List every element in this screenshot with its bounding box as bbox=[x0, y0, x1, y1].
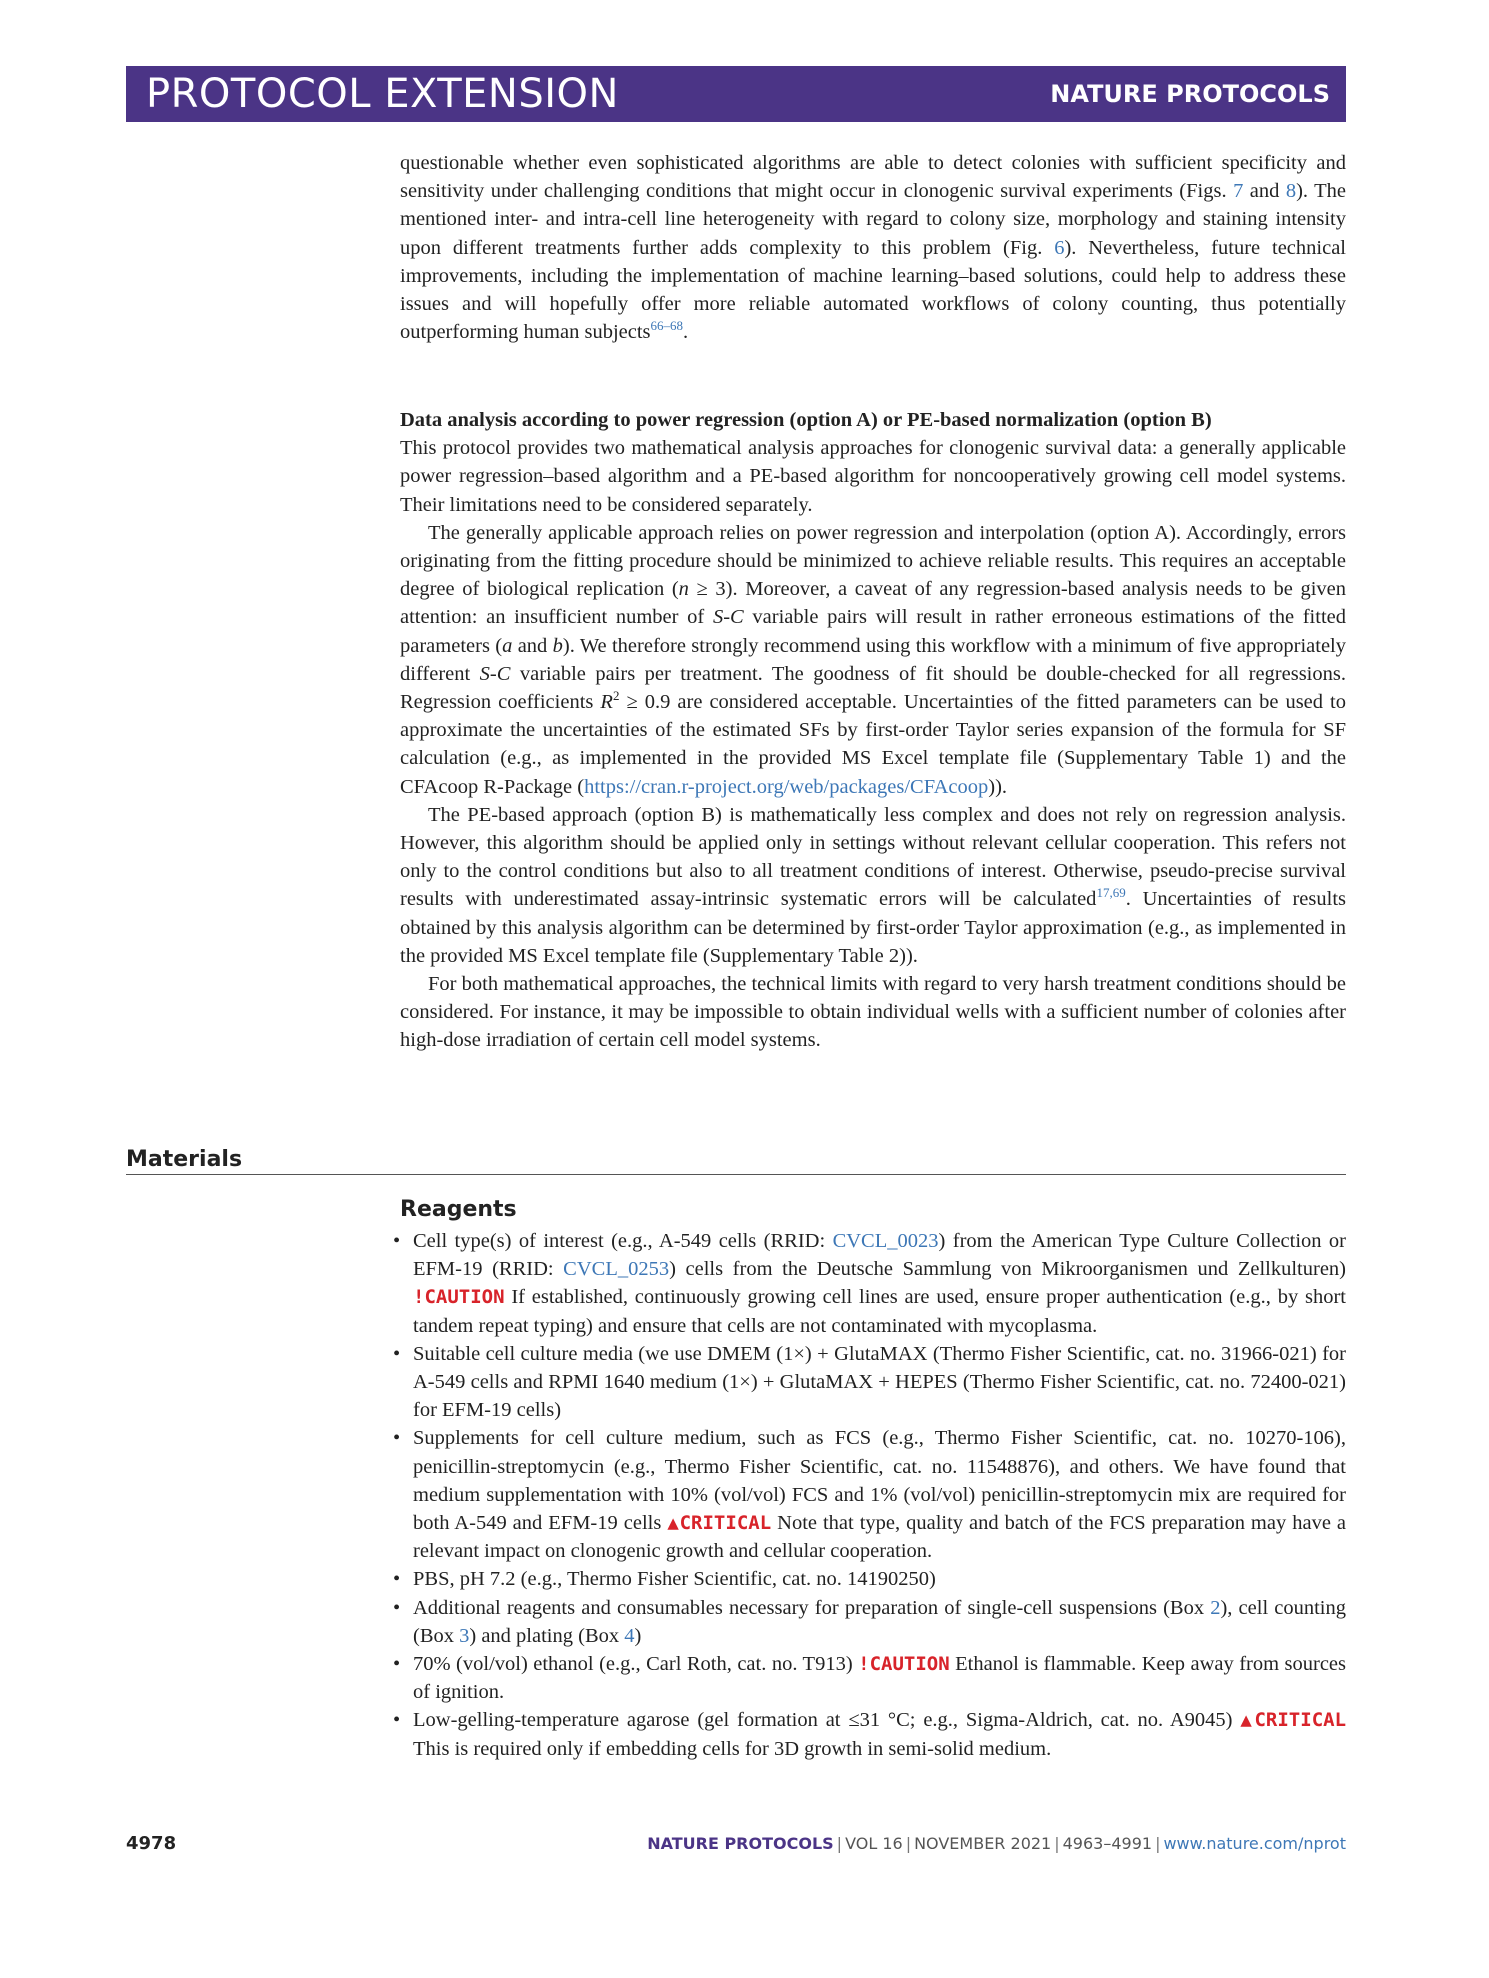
section-banner bbox=[126, 66, 1346, 122]
citation-17-69[interactable]: 17,69 bbox=[1096, 885, 1126, 901]
critical-tag: ▲CRITICAL bbox=[667, 1512, 772, 1535]
caution-tag: !CAUTION bbox=[858, 1653, 950, 1676]
list-item: • Supplements for cell culture medium, such as FCS (e.g., Thermo Fisher Scientific, cat. no. 10270-106), penicillin-streptomycin (e.g., Thermo Fisher Scientific, cat. no. 11548876), and others. We have found that medium supplementation with 10% (vol/vol) FCS and 1% (vol/vol) penicillin-streptomycin mix are required for both A-549 and EFM-19 cells ▲CRITICAL Note that type, quality and batch of the FCS preparation may have a relevant impact on clonogenic growth and cellular cooperation. bbox=[393, 1427, 1347, 1563]
figure-6-link[interactable]: 6 bbox=[1054, 236, 1065, 259]
box-2-link[interactable]: 2 bbox=[1210, 1596, 1221, 1619]
list-item: • Suitable cell culture media (we use DMEM (1×) + GlutaMAX (Thermo Fisher Scientific, cat. no. 31966-021) for A-549 cells and RPMI 1640 medium (1×) + GlutaMAX + HEPES (Thermo Fisher Scientific, cat. no. 72400-021) for EFM-19 cells) bbox=[393, 1342, 1346, 1422]
rrid-cvcl-0023-link[interactable]: CVCL_0023 bbox=[832, 1230, 939, 1252]
list-item: • 70% (vol/vol) ethanol (e.g., Carl Roth, cat. no. T913) !CAUTION Ethanol is flammable. Keep away from sources of ignition. bbox=[393, 1653, 1346, 1704]
reagents-list bbox=[393, 1227, 1346, 1763]
data-analysis-paragraph-2: The generally applicable approach relies on power regression and interpolation (option A). Accordingly, errors originating from the fitting procedure should be minimized to achieve reliable results. This requires an acceptable degree of biological replication (n ≥ 3). Moreover, a caveat of any regression-based analysis needs to be given attention: an insufficient number of S-C variable pairs will result in rather erroneous estimations of the fitted parameters (a and b). We therefore strongly recommend using this workflow with a minimum of five appropriately different S-C variable pairs per treatment. The goodness of fit should be double-checked for all regressions. Regression coefficients $R^2 \ge 0.9$ are considered acceptable. Uncertainties of the fitted parameters can be used to approximate the uncertainties of the estimated SFs by first-order Taylor series expansion of the formula for SF calculation (e.g., as implemented in the provided MS Excel template file (Supplementary Table 1) and the CFAcoop R-Package (https://cran.r-project.org/web/packages/CFAcoop)). bbox=[400, 521, 1347, 798]
footer-journal: NATURE PROTOCOLS bbox=[647, 1834, 834, 1853]
list-item: • Cell type(s) of interest (e.g., A-549 cells (RRID: CVCL_0023) from the American Type Culture Collection or EFM-19 (RRID: CVCL_0253) cells from the Deutsche Sammlung von Mikroorganismen und Zellkulturen) !CAUTION If established, continuously growing cell lines are used, ensure proper authentication (e.g., by short tandem repeat typing) and ensure that cells are not contaminated with mycoplasma. bbox=[393, 1230, 1347, 1337]
data-analysis-paragraph-4: For both mathematical approaches, the technical limits with regard to very harsh treatment conditions should be considered. For instance, it may be impossible to obtain individual wells with a sufficient number of colonies after high-dose irradiation of certain cell model systems. bbox=[400, 973, 1346, 1052]
materials-heading: Materials bbox=[126, 1147, 1346, 1175]
data-analysis-paragraph-1: This protocol provides two mathematical analysis approaches for clonogenic survival data: a generally applicable power regression–based algorithm and a PE-based algorithm for noncooperatively growing cell model systems. Their limitations need to be considered separately. bbox=[400, 437, 1346, 516]
list-item: • Low-gelling-temperature agarose (gel formation at ≤31 °C; e.g., Sigma-Aldrich, cat. no. A9045) ▲CRITICAL This is required only if embedding cells for 3D growth in semi-solid medium. bbox=[393, 1709, 1347, 1760]
data-analysis-heading: Data analysis according to power regression (option A) or PE-based normalization (option B) bbox=[400, 409, 1212, 431]
page-number: 4978 bbox=[126, 1833, 177, 1854]
journal-label: NATURE PROTOCOLS bbox=[1050, 80, 1330, 108]
caution-tag: !CAUTION bbox=[413, 1286, 505, 1309]
footer-url-link[interactable]: www.nature.com/nprot bbox=[1163, 1834, 1346, 1853]
box-3-link[interactable]: 3 bbox=[459, 1624, 470, 1647]
figure-7-link[interactable]: 7 bbox=[1233, 180, 1244, 203]
section-label: PROTOCOL EXTENSION bbox=[146, 71, 619, 117]
footer-date: NOVEMBER 2021 bbox=[914, 1834, 1052, 1853]
list-item: • Additional reagents and consumables necessary for preparation of single-cell suspensions (Box 2), cell counting (Box 3) and plating (Box 4) bbox=[393, 1596, 1347, 1647]
figure-8-link[interactable]: 8 bbox=[1285, 180, 1297, 203]
reagents-heading: Reagents bbox=[400, 1197, 517, 1222]
data-analysis-section bbox=[400, 406, 1346, 1055]
cfacoop-url-link[interactable]: https://cran.r-project.org/web/packages/CFAcoop bbox=[584, 775, 989, 798]
critical-tag: ▲CRITICAL bbox=[1240, 1709, 1347, 1732]
data-analysis-paragraph-3: The PE-based approach (option B) is mathematically less complex and does not rely on regression analysis. However, this algorithm should be applied only in settings without relevant cellular cooperation. This refers not only to the control conditions but also to all treatment conditions of interest. Otherwise, pseudo-precise survival results with underestimated assay-intrinsic systematic errors will be calculated$^{17,69}$. Uncertainties of results obtained by this analysis algorithm can be determined by first-order Taylor approximation (e.g., as implemented in the provided MS Excel template file (Supplementary Table 2)). bbox=[400, 803, 1347, 967]
footer-citation: NATURE PROTOCOLS | VOL 16 | NOVEMBER 2021 | 4963–4991 | www.nature.com/nprot bbox=[647, 1834, 1346, 1853]
list-item: • PBS, pH 7.2 (e.g., Thermo Fisher Scientific, cat. no. 14190250) bbox=[393, 1568, 936, 1591]
box-4-link[interactable]: 4 bbox=[624, 1624, 635, 1647]
footer-volume: VOL 16 bbox=[845, 1834, 903, 1853]
rrid-cvcl-0253-link[interactable]: CVCL_0253 bbox=[563, 1258, 670, 1281]
intro-paragraph: questionable whether even sophisticated algorithms are able to detect colonies with sufficient specificity and sensitivity under challenging conditions that might occur in clonogenic survival experiments (Figs. 7 and 8). The mentioned inter- and intra-cell line heterogeneity with regard to colony size, morphology and staining intensity upon different treatments further adds complexity to this problem (Fig. 6). Nevertheless, future technical improvements, including the implementation of machine learning–based solutions, could help to address these issues and will hopefully offer more reliable automated workflows of colony counting, thus potentially outperforming human subjects$^{66-68}$. bbox=[400, 152, 1347, 344]
citation-66-68[interactable]: 66–68 bbox=[650, 318, 684, 334]
footer-pages: 4963–4991 bbox=[1062, 1834, 1153, 1853]
